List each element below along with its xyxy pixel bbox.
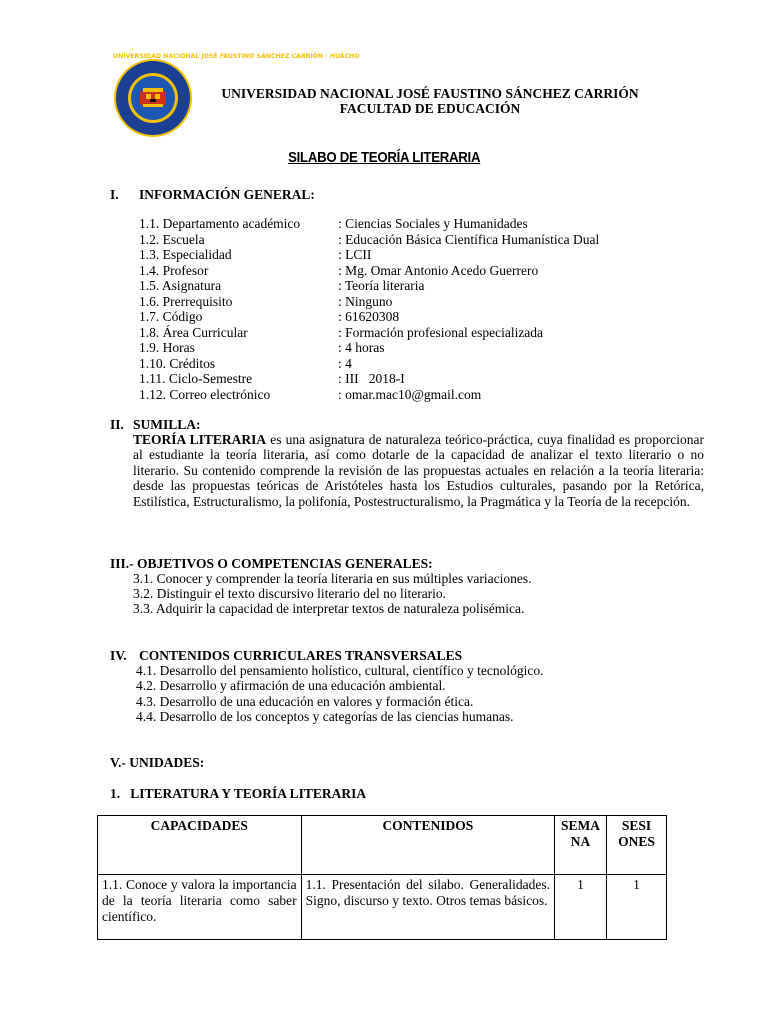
- info-label: 1.6. Prerrequisito: [139, 293, 233, 309]
- table-header-row: [98, 816, 667, 875]
- section4-heading: CONTENIDOS CURRICULARES TRANSVERSALES: [139, 648, 463, 663]
- content-item: 4.2. Desarrollo y afirmación de una educación ambiental.: [136, 678, 446, 693]
- section1-heading: INFORMACIÓN GENERAL:: [139, 187, 315, 202]
- col-header-capacidades: CAPACIDADES: [98, 816, 302, 875]
- cell-contenido: 1.1. Presentación del silabo. Generalidades. Signo, discurso y texto. Otros temas básicos.: [301, 875, 554, 940]
- info-row: [139, 324, 544, 341]
- objective-item: 3.3. Adquirir la capacidad de interpretar textos de naturaleza polisémica.: [133, 601, 525, 616]
- section2-heading: SUMILLA:: [133, 417, 201, 432]
- info-label: 1.12. Correo electrónico: [139, 386, 271, 402]
- section4-number: IV.: [110, 648, 127, 663]
- sumilla-paragraph: [133, 432, 704, 509]
- col-header-semana: SEMA NA: [555, 816, 607, 875]
- faculty-name: FACULTAD DE EDUCACIÓN: [339, 101, 521, 116]
- cell-sesiones: 1: [607, 875, 667, 940]
- info-value: : 4 horas: [338, 340, 385, 355]
- info-label: 1.4. Profesor: [139, 262, 209, 278]
- info-row: [139, 309, 400, 325]
- info-row: [139, 386, 482, 403]
- section1-number: I.: [110, 187, 119, 202]
- info-value: : 4: [338, 355, 352, 371]
- info-value: : LCII: [338, 247, 372, 262]
- col-header-sesiones: SESI ONES: [607, 816, 667, 875]
- university-seal-logo: [113, 53, 360, 138]
- content-item: 4.1. Desarrollo del pensamiento holístico, cultural, científico y tecnológico.: [136, 663, 544, 678]
- info-value: : Ciencias Sociales y Humanidades: [338, 216, 528, 231]
- info-value: : Formación profesional especializada: [338, 324, 544, 340]
- content-item: 4.4. Desarrollo de los conceptos y categorías de las ciencias humanas.: [136, 709, 514, 724]
- objective-item: 3.2. Distinguir el texto discursivo literario del no literario.: [133, 586, 447, 601]
- content-item: 4.3. Desarrollo de una educación en valores y formación ética.: [136, 694, 474, 709]
- info-value: : Mg. Omar Antonio Acedo Guerrero: [338, 262, 539, 278]
- col-header-contenidos: CONTENIDOS: [301, 816, 554, 875]
- document-title: SILABO DE TEORÍA LITERARIA: [287, 149, 481, 166]
- info-label: 1.2. Escuela: [139, 231, 205, 247]
- section5-heading: V.- UNIDADES:: [110, 755, 205, 770]
- info-value: : Educación Básica Científica Humanística Dual: [338, 231, 600, 247]
- info-label: 1.11. Ciclo-Semestre: [139, 371, 253, 386]
- info-row: [139, 278, 425, 294]
- info-value: : omar.mac10@gmail.com: [338, 386, 482, 402]
- units-table: [97, 815, 667, 940]
- section3-heading: III.- OBJETIVOS O COMPETENCIAS GENERALES:: [110, 556, 433, 571]
- info-row: [139, 231, 600, 248]
- info-row: [139, 262, 539, 279]
- info-row: [139, 293, 393, 310]
- unit1-heading: 1. LITERATURA Y TEORÍA LITERARIA: [110, 786, 367, 801]
- info-label: 1.7. Código: [139, 309, 203, 324]
- info-row: [139, 371, 405, 387]
- objective-item: 3.1. Conocer y comprender la teoría literaria en sus múltiples variaciones.: [133, 571, 532, 586]
- university-name: UNIVERSIDAD NACIONAL JOSÉ FAUSTINO SÁNCHEZ CARRIÓN: [221, 86, 639, 101]
- info-row: [139, 247, 372, 263]
- info-row: [139, 355, 352, 372]
- info-row: [139, 216, 528, 232]
- seal-text: UNIVERSIDAD NACIONAL JOSÉ FAUSTINO SÁNCHEZ CARRIÓN · HUACHO: [113, 53, 360, 60]
- info-label: 1.1. Departamento académico: [139, 216, 301, 231]
- info-value: : Teoría literaria: [338, 278, 425, 293]
- info-label: 1.5. Asignatura: [139, 278, 222, 293]
- sumilla-lead: TEORÍA LITERARIA: [133, 432, 267, 447]
- table-row: [98, 875, 667, 940]
- document-title-wrapper: [0, 149, 768, 167]
- info-value: : 61620308: [338, 309, 400, 324]
- info-label: 1.8. Área Curricular: [139, 324, 248, 340]
- sumilla-body: es una asignatura de naturaleza teórico-práctica, cuya finalidad es proporcionar al estudiante la teoría literaria, así como dotarle de la capacidad de analizar el texto literario o no literario. Su contenido comprende la revisión de las propuestas actuales en relación a la teoría literaria: desde las propuestas teóricas de Aristóteles hasta los Estudios culturales, pasando por la Retórica, Estilística, Estructuralismo, la polifonía, Postestructuralismo, la Pragmática y la Teoría de la recepción.: [133, 432, 704, 509]
- info-label: 1.3. Especialidad: [139, 247, 232, 262]
- cell-semana: 1: [555, 875, 607, 940]
- info-label: 1.9. Horas: [139, 340, 195, 355]
- info-label: 1.10. Créditos: [139, 355, 216, 371]
- info-value: : III 2018-I: [338, 371, 405, 386]
- info-value: : Ninguno: [338, 293, 393, 309]
- section2-number: II.: [110, 417, 124, 432]
- cell-capacidad: 1.1. Conoce y valora la importancia de la teoría literaria como saber científico.: [98, 875, 302, 940]
- info-row: [139, 340, 385, 356]
